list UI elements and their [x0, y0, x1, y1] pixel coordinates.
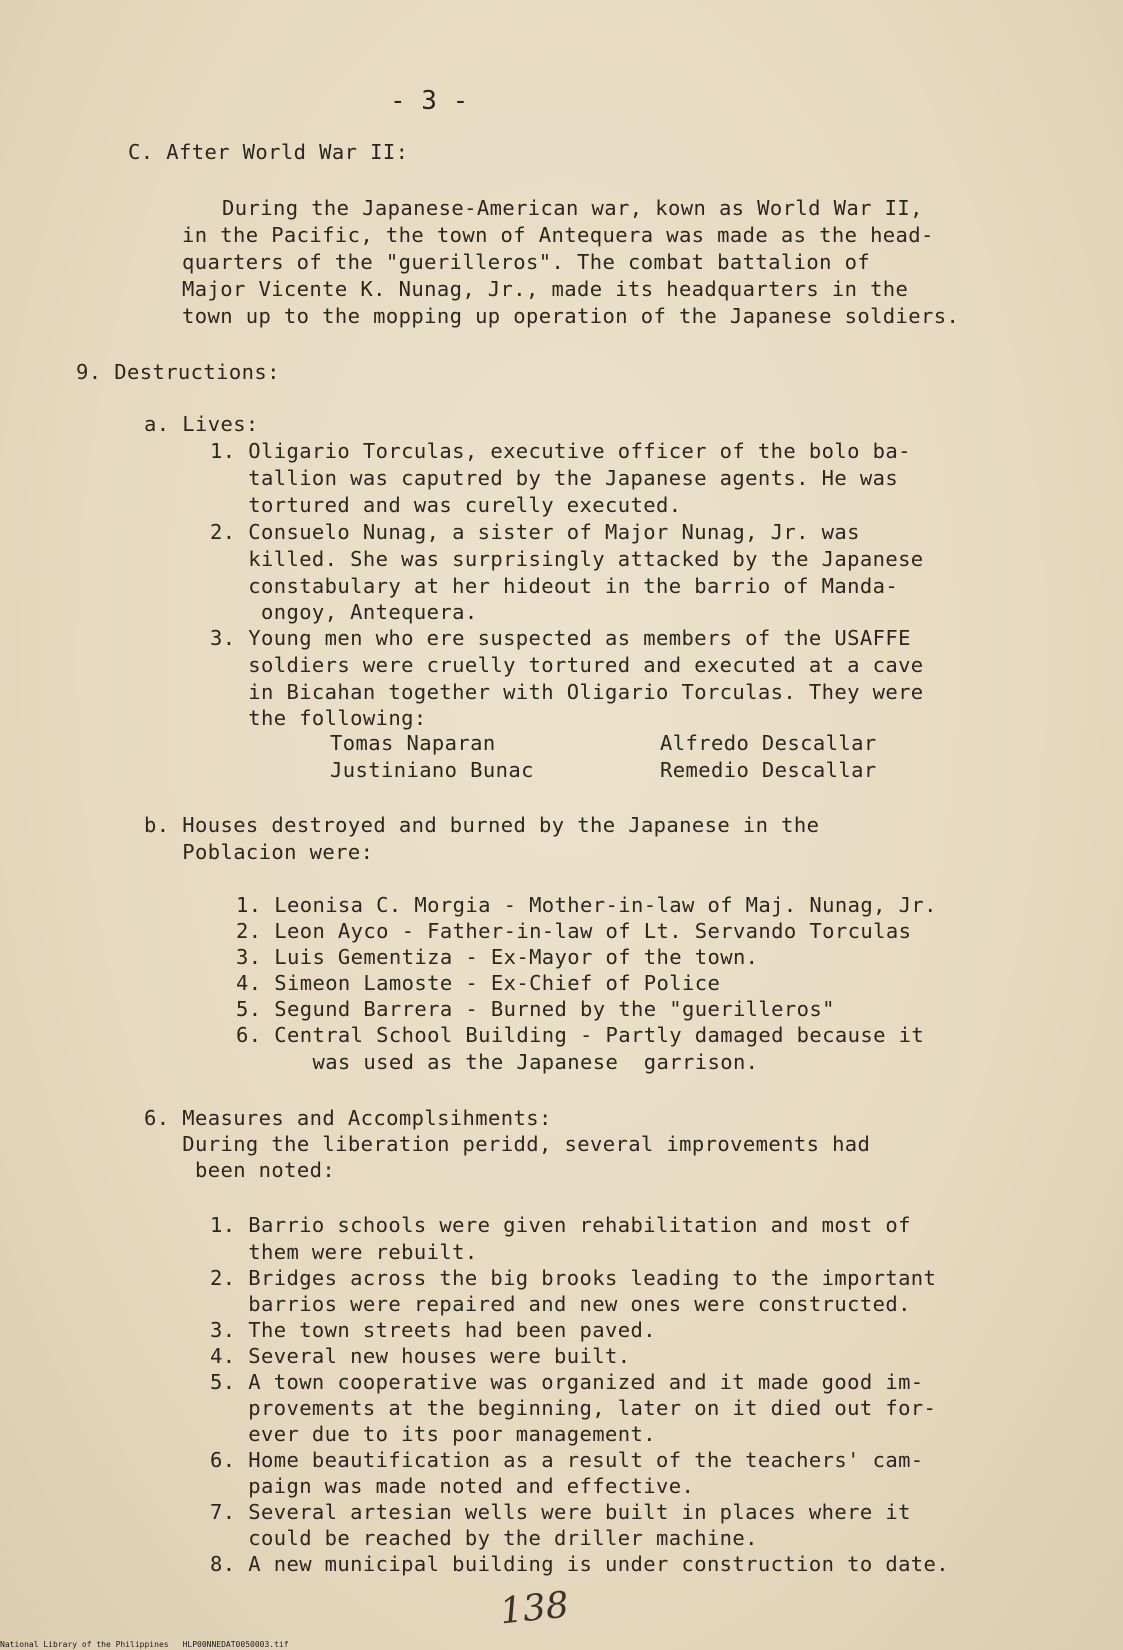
- section-c-line-5: town up to the mopping up operation of the Japanese soldiers.: [182, 304, 960, 328]
- lives-item-2-line-4: ongoy, Antequera.: [210, 600, 478, 624]
- measures-heading: 6. Measures and Accomplsihments:: [144, 1106, 552, 1130]
- lives-item-3-line-4: the following:: [210, 706, 427, 730]
- lives-item-1-line-2: tallion was caputred by the Japanese agents. He was: [210, 466, 899, 490]
- house-item: 1. Leonisa C. Morgia - Mother-in-law of Maj. Nunag, Jr.: [236, 893, 937, 917]
- measure-item: them were rebuilt.: [210, 1240, 478, 1264]
- house-item: 2. Leon Ayco - Father-in-law of Lt. Servando Torculas: [236, 919, 912, 943]
- lives-item-1-line-3: tortured and was curelly executed.: [210, 493, 682, 517]
- measure-item: barrios were repaired and new ones were constructed.: [210, 1292, 911, 1316]
- victim-name: Alfredo Descallar: [660, 731, 877, 755]
- handwritten-page-number: 138: [498, 1584, 571, 1633]
- section-c-heading: C. After World War II:: [128, 140, 409, 164]
- measure-item: 5. A town cooperative was organized and it made good im-: [210, 1370, 924, 1394]
- measure-item: 2. Bridges across the big brooks leading to the important: [210, 1266, 937, 1290]
- house-item: 5. Segund Barrera - Burned by the "guerilleros": [236, 997, 835, 1021]
- victim-name: Tomas Naparan: [330, 731, 496, 755]
- lives-item-3-line-3: in Bicahan together with Oligario Torculas. They were: [210, 680, 924, 704]
- house-item: 6. Central School Building - Partly damaged because it: [236, 1023, 925, 1047]
- lives-item-2-line-2: killed. She was surprisingly attacked by the Japanese: [210, 547, 924, 571]
- section-c-line-2: in the Pacific, the town of Antequera was made as the head-: [182, 223, 934, 247]
- victim-name: Remedio Descallar: [660, 758, 877, 782]
- lives-item-3-line-1: 3. Young men who ere suspected as members of the USAFFE: [210, 626, 911, 650]
- section-c-line-4: Major Vicente K. Nunag, Jr., made its headquarters in the: [182, 277, 909, 301]
- measure-item: could be reached by the driller machine.: [210, 1526, 758, 1550]
- house-item: 4. Simeon Lamoste - Ex-Chief of Police: [236, 971, 721, 995]
- measure-item: 8. A new municipal building is under construction to date.: [210, 1552, 950, 1576]
- house-item: 3. Luis Gementiza - Ex-Mayor of the town.: [236, 945, 759, 969]
- houses-heading-cont: Poblacion were:: [144, 840, 374, 864]
- measures-intro-line-2: been noted:: [144, 1158, 336, 1182]
- destructions-heading: 9. Destructions:: [76, 360, 280, 384]
- scan-footer: [0, 1640, 303, 1650]
- footer-library: National Library of the Philippines: [0, 1640, 169, 1649]
- measure-item: 1. Barrio schools were given rehabilitation and most of: [210, 1213, 911, 1237]
- lives-heading: a. Lives:: [144, 412, 259, 436]
- lives-item-3-line-2: soldiers were cruelly tortured and executed at a cave: [210, 653, 924, 677]
- footer-filename: HLP00NNEDAT0050003.tif: [182, 1640, 289, 1649]
- section-c-line-1: During the Japanese-American war, kown as World War II,: [222, 196, 923, 220]
- measures-intro-line-1: During the liberation peridd, several improvements had: [144, 1132, 871, 1156]
- house-item: was used as the Japanese garrison.: [236, 1050, 759, 1074]
- lives-item-1-line-1: 1. Oligario Torculas, executive officer of the bolo ba-: [210, 439, 911, 463]
- measure-item: provements at the beginning, later on it died out for-: [210, 1396, 937, 1420]
- measure-item: 6. Home beautification as a result of the teachers' cam-: [210, 1448, 924, 1472]
- measure-item: ever due to its poor management.: [210, 1422, 656, 1446]
- measure-item: 4. Several new houses were built.: [210, 1344, 631, 1368]
- measure-item: 7. Several artesian wells were built in places where it: [210, 1500, 911, 1524]
- houses-heading: b. Houses destroyed and burned by the Japanese in the: [144, 813, 820, 837]
- page-number: - 3 -: [390, 86, 469, 116]
- lives-item-2-line-1: 2. Consuelo Nunag, a sister of Major Nunag, Jr. was: [210, 520, 860, 544]
- section-c-line-3: quarters of the "guerilleros". The combat battalion of: [182, 250, 871, 274]
- victim-name: Justiniano Bunac: [330, 758, 534, 782]
- lives-item-2-line-3: constabulary at her hideout in the barrio of Manda-: [210, 574, 899, 598]
- measure-item: paign was made noted and effective.: [210, 1474, 695, 1498]
- measure-item: 3. The town streets had been paved.: [210, 1318, 656, 1342]
